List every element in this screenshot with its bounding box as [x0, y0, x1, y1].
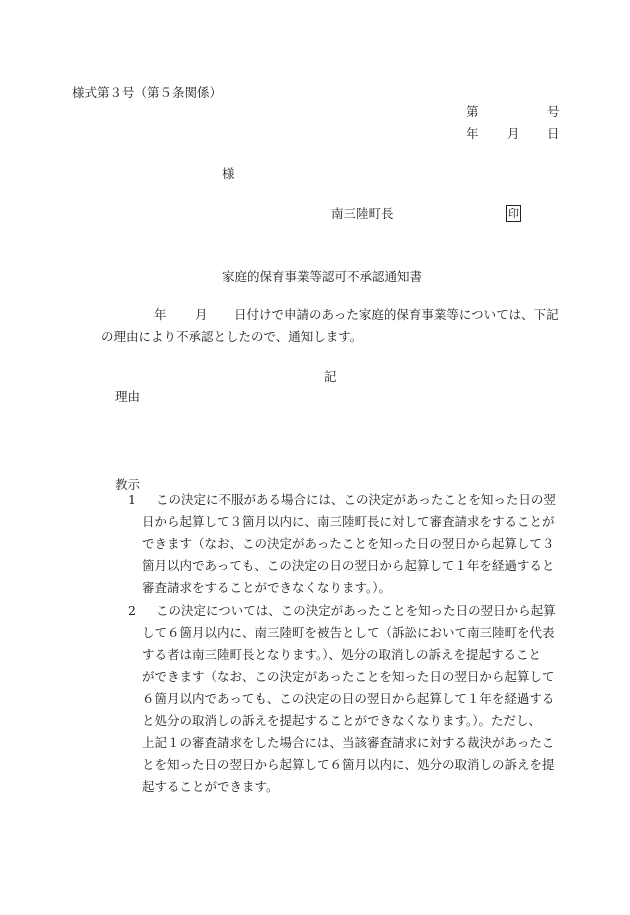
- notice-item-2-line-2: して６箇月以内に、南三陸町を被告として（訴訟において南三陸町を代表: [142, 625, 555, 640]
- date-day: 日: [547, 126, 560, 141]
- notice-item-2-line-6: と処分の取消しの訴えを提起することができなくなります。）。ただし、: [142, 713, 542, 728]
- doc-number-dai: 第: [466, 104, 479, 119]
- notice-item-2-number: 2: [128, 603, 136, 618]
- notice-label: 教示: [115, 477, 141, 492]
- notice-item-1-number: 1: [128, 492, 136, 507]
- notice-item-2-line-8: とを知った日の翌日から起算して６箇月以内に、処分の取消しの訴えを提: [142, 757, 555, 772]
- date-month: 月: [507, 126, 520, 141]
- notice-item-2-line-7: 上記１の審査請求をした場合には、当該審査請求に対する裁決があったこ: [142, 735, 555, 750]
- notice-item-1-line-5: 審査請求をすることができなくなります。）。: [142, 580, 392, 595]
- body-line2: の理由により不承認としたので、通知します。: [101, 329, 363, 344]
- notice-item-2-line-4: ができます（なお、この決定があったことを知った日の翌日から起算して: [142, 669, 555, 684]
- body-line1-rest: 日付けで申請のあった家庭的保育事業等については、下記: [234, 307, 559, 322]
- recipient-suffix: 様: [222, 166, 235, 181]
- notice-item-1-line-1: この決定に不服がある場合には、この決定があったことを知った日の翌: [156, 492, 556, 507]
- notice-item-2-line-5: ６箇月以内であっても、この決定の日の翌日から起算して１年を経過する: [142, 691, 555, 706]
- form-label: 様式第３号（第５条関係）: [72, 85, 223, 100]
- seal-stamp: 印: [508, 207, 519, 220]
- notice-item-1-line-2: 日から起算して３箇月以内に、南三陸町長に対して審査請求をすることが: [142, 514, 555, 529]
- notice-item-2-line-9: 起することができます。: [142, 779, 279, 794]
- issuer-name: 南三陸町長: [331, 206, 394, 221]
- ki-heading: 記: [324, 369, 337, 384]
- doc-number-go: 号: [547, 104, 560, 119]
- document-title: 家庭的保育事業等認可不承認通知書: [222, 269, 423, 284]
- notice-item-1-line-4: 箇月以内であっても、この決定の日の翌日から起算して１年を経過すると: [142, 558, 555, 573]
- body-month: 月: [195, 307, 208, 322]
- notice-item-2-line-1: この決定については、この決定があったことを知った日の翌日から起算: [156, 603, 556, 618]
- body-year: 年: [154, 307, 167, 322]
- reason-label: 理由: [115, 389, 141, 404]
- notice-item-2-line-3: する者は南三陸町長となります。）、処分の取消しの訴えを提起すること: [142, 647, 542, 662]
- notice-item-1-line-3: できます（なお、この決定があったことを知った日の翌日から起算して３: [142, 536, 555, 551]
- date-year: 年: [466, 126, 479, 141]
